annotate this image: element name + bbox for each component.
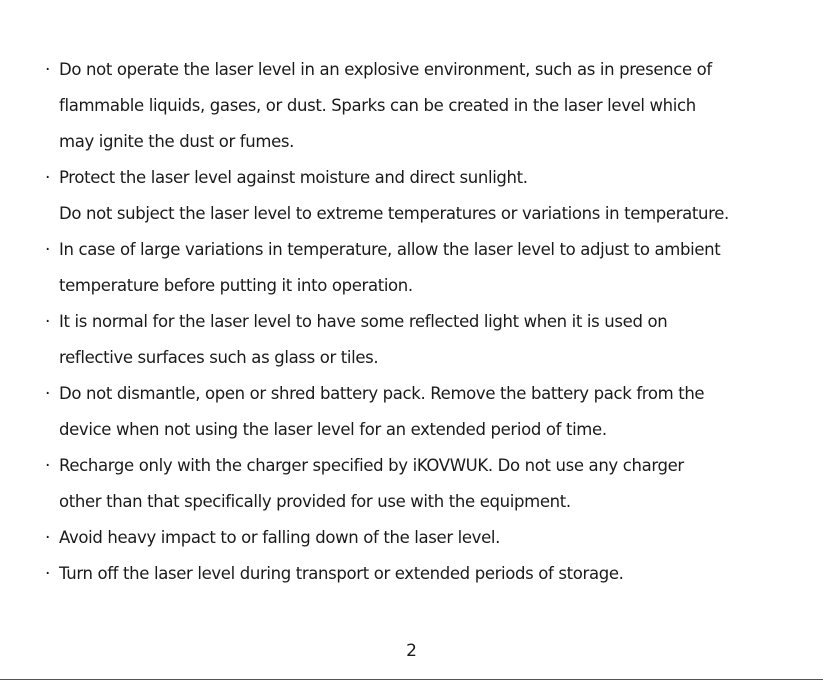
list-item [0,556,823,592]
list-item-text-line: Do not dismantle, open or shred battery pack. Remove the battery pack from the [59,384,705,403]
bullet-dot-icon: · [45,456,51,476]
list-item [0,52,823,160]
bottom-divider [0,679,823,680]
page-number: 2 [406,641,417,661]
list-item [0,160,823,232]
bullet-dot-icon: · [45,240,51,260]
list-item-text-line: Recharge only with the charger specified by iKOVWUK. Do not use any charger [59,456,684,475]
bullet-dot-icon: · [45,168,51,188]
bullet-dot-icon: · [45,384,51,404]
list-item-text-line: reflective surfaces such as glass or tiles. [59,348,379,367]
list-item-text-line: Protect the laser level against moisture and direct sunlight. [59,168,528,187]
list-item [0,232,823,304]
list-item-text-line: Do not subject the laser level to extreme temperatures or variations in temperature. [59,204,729,223]
list-item-text-line: other than that specifically provided for use with the equipment. [59,492,571,511]
bullet-dot-icon: · [45,564,51,584]
list-item [0,448,823,520]
bullet-dot-icon: · [45,60,51,80]
list-item-text-line: flammable liquids, gases, or dust. Sparks can be created in the laser level which [59,96,696,115]
list-item-text-line: device when not using the laser level for an extended period of time. [59,420,607,439]
list-item-text-line: It is normal for the laser level to have some reflected light when it is used on [59,312,668,331]
list-item [0,520,823,556]
list-item-text-line: In case of large variations in temperature, allow the laser level to adjust to ambient [59,240,721,259]
list-item [0,304,823,376]
list-item-text-line: may ignite the dust or fumes. [59,132,295,151]
list-item-text-line: Turn off the laser level during transport or extended periods of storage. [59,564,624,583]
bullet-dot-icon: · [45,528,51,548]
list-item-text-line: temperature before putting it into operation. [59,276,413,295]
list-item-text-line: Do not operate the laser level in an explosive environment, such as in presence of [59,60,712,79]
list-item [0,376,823,448]
list-item-text-line: Avoid heavy impact to or falling down of the laser level. [59,528,501,547]
safety-bullet-list [0,52,823,592]
bullet-dot-icon: · [45,312,51,332]
